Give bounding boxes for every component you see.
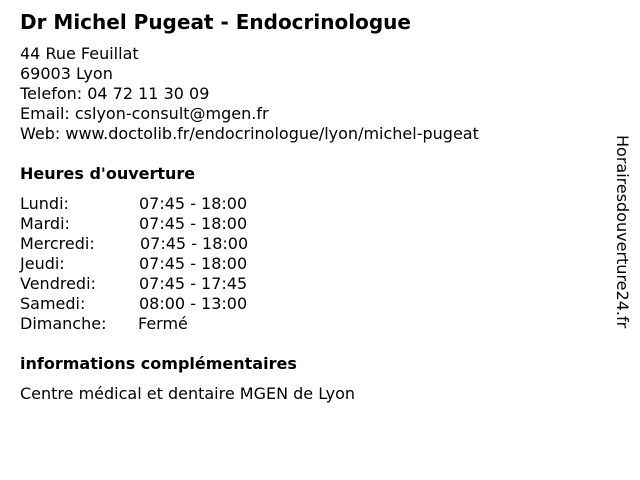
hours-row-thursday bbox=[20, 254, 320, 274]
day-label: Samedi: bbox=[20, 294, 86, 313]
time-value: 07:45 - 18:00 bbox=[139, 194, 248, 213]
day-label: Mardi: bbox=[20, 214, 70, 233]
street-address: 44 Rue Feuillat bbox=[20, 44, 139, 63]
day-label: Dimanche: bbox=[20, 314, 107, 333]
city-postcode: 69003 Lyon bbox=[20, 64, 113, 83]
hours-heading: Heures d'ouverture bbox=[20, 164, 196, 183]
day-label: Mercredi: bbox=[20, 234, 95, 253]
time-value: 08:00 - 13:00 bbox=[139, 294, 248, 313]
phone-number: Telefon: 04 72 11 30 09 bbox=[20, 84, 210, 103]
hours-row-monday bbox=[20, 194, 320, 214]
contact-block bbox=[20, 44, 479, 144]
email-address: Email: cslyon-consult@mgen.fr bbox=[20, 104, 269, 123]
additional-info-heading: informations complémentaires bbox=[20, 354, 297, 373]
website-url: Web: www.doctolib.fr/endocrinologue/lyon/michel-pugeat bbox=[20, 124, 479, 143]
time-value: Fermé bbox=[138, 314, 188, 333]
hours-row-sunday bbox=[20, 314, 320, 334]
time-value: 07:45 - 17:45 bbox=[139, 274, 248, 293]
day-label: Vendredi: bbox=[20, 274, 96, 293]
hours-row-saturday bbox=[20, 294, 320, 314]
hours-row-friday bbox=[20, 274, 320, 294]
page-title: Dr Michel Pugeat - Endocrinologue bbox=[20, 10, 411, 34]
hours-row-wednesday bbox=[20, 234, 320, 254]
hours-row-tuesday bbox=[20, 214, 320, 234]
opening-hours-list bbox=[20, 194, 320, 334]
time-value: 07:45 - 18:00 bbox=[139, 214, 248, 233]
time-value: 07:45 - 18:00 bbox=[140, 234, 249, 253]
additional-info-text: Centre médical et dentaire MGEN de Lyon bbox=[20, 384, 356, 403]
time-value: 07:45 - 18:00 bbox=[139, 254, 248, 273]
day-label: Jeudi: bbox=[20, 254, 65, 273]
day-label: Lundi: bbox=[20, 194, 69, 213]
site-watermark: Horairesdouverture24.fr bbox=[613, 135, 632, 329]
